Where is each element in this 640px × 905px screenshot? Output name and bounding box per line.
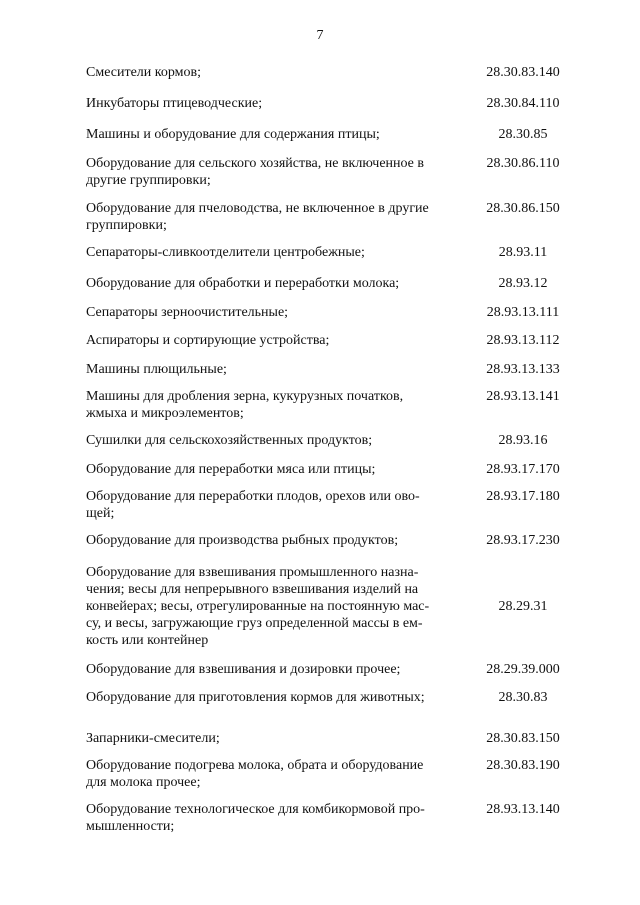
item-name-line: кость или контейнер: [86, 633, 209, 648]
item-name-line: Оборудование для обработки и переработки молока;: [86, 276, 400, 291]
item-name-line: Инкубаторы птицеводческие;: [86, 96, 263, 111]
item-name-line: Аспираторы и сортирующие устройства;: [86, 333, 330, 348]
item-name: [86, 200, 454, 234]
item-code: 28.93.11: [498, 245, 548, 260]
item-name: [86, 432, 454, 449]
item-name: [86, 332, 454, 349]
item-name: [86, 757, 454, 791]
item-name: [86, 244, 454, 261]
item-name-line: Машины для дробления зерна, кукурузных початков,: [86, 389, 404, 404]
item-code: 28.30.85: [498, 127, 548, 142]
item-name: [86, 689, 454, 706]
item-name-line: чения; весы для непрерывного взвешивания изделий на: [86, 582, 419, 597]
item-name: [86, 801, 454, 835]
item-name: [86, 488, 454, 522]
item-name-line: Оборудование для пчеловодства, не включенное в другие: [86, 201, 429, 216]
item-code: 28.30.84.110: [486, 96, 560, 111]
item-name: [86, 64, 454, 81]
item-name-line: Оборудование для взвешивания промышленного назна-: [86, 565, 419, 580]
item-code: 28.29.31: [498, 599, 548, 614]
item-name-line: Оборудование подогрева молока, обрата и оборудование: [86, 758, 424, 773]
item-name-line: Оборудование для взвешивания и дозировки прочее;: [86, 662, 401, 677]
item-name-line: Оборудование для переработки плодов, орехов или ово-: [86, 489, 420, 504]
item-name: [86, 564, 454, 649]
item-name: [86, 532, 454, 549]
item-name-line: Сепараторы-сливкоотделители центробежные;: [86, 245, 365, 260]
item-name-line: Оборудование для производства рыбных продуктов;: [86, 533, 399, 548]
item-name: [86, 361, 454, 378]
item-name-line: Оборудование для приготовления кормов для животных;: [86, 690, 425, 705]
item-name: [86, 304, 454, 321]
item-name-line: щей;: [86, 506, 115, 521]
item-name-line: другие группировки;: [86, 173, 211, 188]
item-code: 28.93.13.111: [486, 305, 560, 320]
item-code: 28.93.13.133: [486, 362, 560, 377]
item-name-line: группировки;: [86, 218, 167, 233]
item-code: 28.30.86.150: [486, 201, 560, 216]
item-code: 28.93.13.112: [486, 333, 560, 348]
item-name-line: мышленности;: [86, 819, 175, 834]
item-name-line: су, и весы, загружающие груз определенной массы в ем-: [86, 616, 423, 631]
item-name: [86, 95, 454, 112]
item-code: 28.30.83: [498, 690, 548, 705]
item-name: [86, 661, 454, 678]
item-name-line: Оборудование для сельского хозяйства, не включенное в: [86, 156, 425, 171]
item-name-line: Сепараторы зерноочистительные;: [86, 305, 289, 320]
item-code: 28.93.16: [498, 433, 548, 448]
page-number: 7: [316, 28, 324, 43]
item-name: [86, 155, 454, 189]
item-name: [86, 730, 454, 747]
item-name: [86, 388, 454, 422]
item-code: 28.93.13.140: [486, 802, 560, 817]
item-name-line: Машины плющильные;: [86, 362, 227, 377]
item-name-line: Запарники-смесители;: [86, 731, 220, 746]
item-code: 28.30.83.140: [486, 65, 560, 80]
item-name-line: Машины и оборудование для содержания птицы;: [86, 127, 380, 142]
item-code: 28.93.13.141: [486, 389, 560, 404]
item-code: 28.29.39.000: [486, 662, 560, 677]
item-name: [86, 275, 454, 292]
item-code: 28.30.83.190: [486, 758, 560, 773]
item-name-line: жмыха и микроэлементов;: [86, 406, 244, 421]
item-code: 28.93.12: [498, 276, 548, 291]
item-code: 28.30.86.110: [486, 156, 560, 171]
item-code: 28.93.17.180: [486, 489, 560, 504]
item-code: 28.93.17.170: [486, 462, 560, 477]
item-name-line: Сушилки для сельскохозяйственных продуктов;: [86, 433, 373, 448]
item-name: [86, 126, 454, 143]
item-name-line: Оборудование технологическое для комбикормовой про-: [86, 802, 425, 817]
item-name-line: Смесители кормов;: [86, 65, 202, 80]
item-name: [86, 461, 454, 478]
item-code: 28.93.17.230: [486, 533, 560, 548]
item-code: 28.30.83.150: [486, 731, 560, 746]
item-name-line: конвейерах; весы, отрегулированные на постоянную мас-: [86, 599, 430, 614]
item-name-line: для молока прочее;: [86, 775, 201, 790]
item-name-line: Оборудование для переработки мяса или птицы;: [86, 462, 376, 477]
